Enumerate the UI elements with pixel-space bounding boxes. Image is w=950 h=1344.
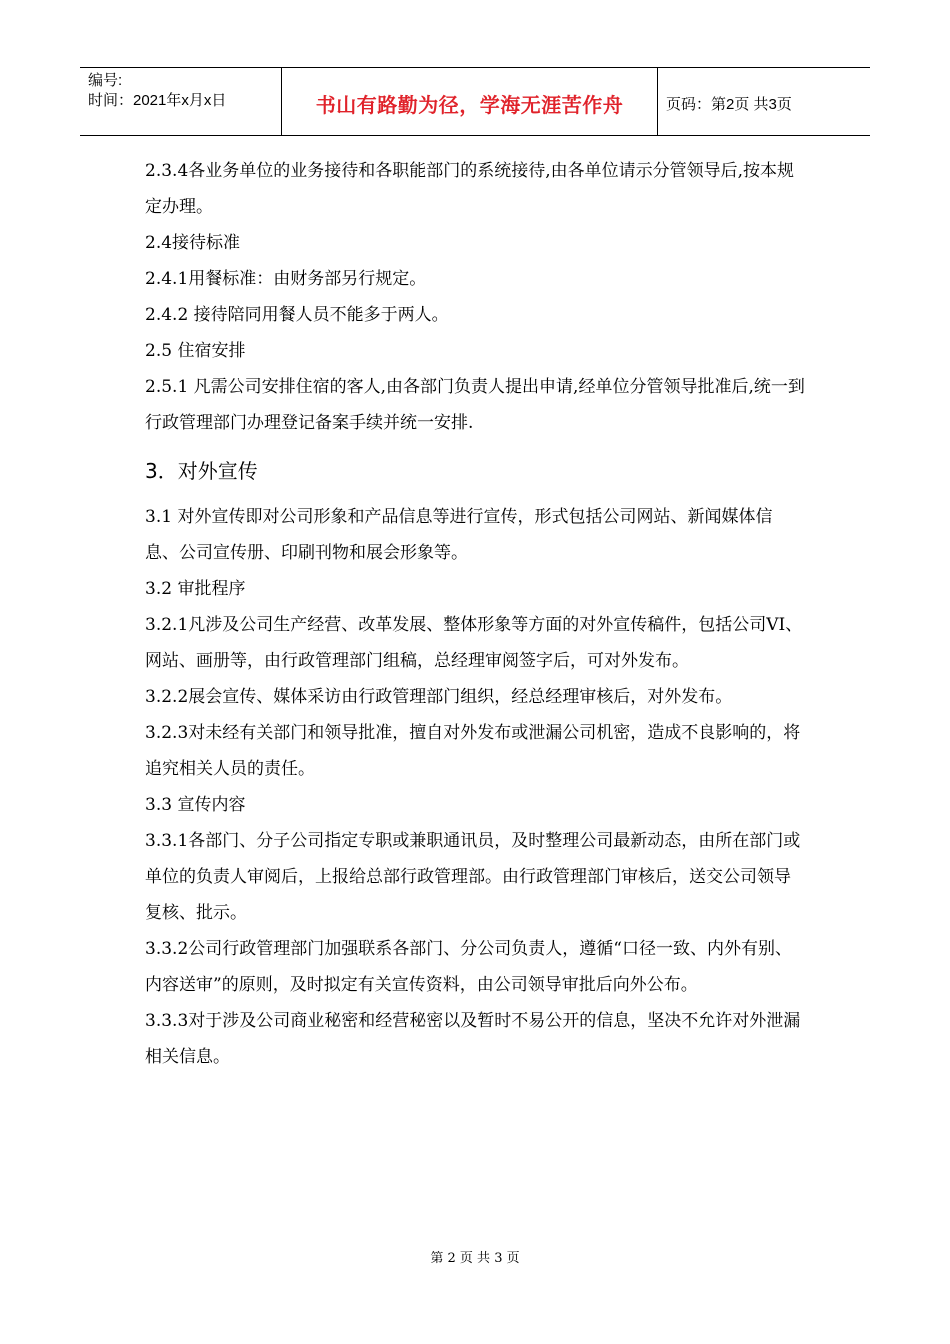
page-header bbox=[80, 67, 870, 136]
section-heading-3: 3．对外宣传 bbox=[145, 459, 258, 483]
paragraph-2-5-1: 2.5.1 凡需公司安排住宿的客人,由各部门负责人提出申请,经单位分管领导批准后,统一到行政管理部门办理登记备案手续并统一安排. bbox=[145, 377, 805, 433]
paragraph-3-1: 3.1 对外宣传即对公司形象和产品信息等进行宣传，形式包括公司网站、新闻媒体信息、公司宣传册、印刷刊物和展会形象等。 bbox=[145, 507, 773, 563]
paragraph-2-4-2: 2.4.2 接待陪同用餐人员不能多于两人。 bbox=[145, 305, 449, 325]
heading-3-3: 3.3 宣传内容 bbox=[145, 795, 246, 815]
page-footer: 第 2 页 共 3 页 bbox=[430, 1251, 520, 1266]
paragraph-3-3-3: 3.3.3对于涉及公司商业秘密和经营秘密以及暂时不易公开的信息，坚决不允许对外泄漏相关信息。 bbox=[145, 1011, 801, 1067]
header-motto: 书山有路勤为径，学海无涯苦作舟 bbox=[282, 68, 658, 135]
document-number-label: 编号: bbox=[88, 72, 123, 89]
paragraph-3-2-1: 3.2.1凡涉及公司生产经营、改革发展、整体形象等方面的对外宣传稿件，包括公司VI、网站、画册等，由行政管理部门组稿，总经理审阅签字后，可对外发布。 bbox=[145, 615, 803, 671]
paragraph-3-3-2: 3.3.2公司行政管理部门加强联系各部门、分公司负责人，遵循“口径一致、内外有别、内容送审”的原则，及时拟定有关宣传资料，由公司领导审批后向外公布。 bbox=[145, 939, 792, 995]
paragraph-2-4-1: 2.4.1用餐标准：由财务部另行规定。 bbox=[145, 269, 427, 289]
document-body bbox=[145, 153, 805, 1075]
document-time-label: 时间：2021年x月x日 bbox=[88, 92, 227, 109]
paragraph-3-3-1: 3.3.1各部门、分子公司指定专职或兼职通讯员，及时整理公司最新动态，由所在部门或单位的负责人审阅后，上报给总部行政管理部。由行政管理部门审核后，送交公司领导复核、批示。 bbox=[145, 831, 801, 923]
header-page-number: 页码：第2页 共3页 bbox=[666, 96, 792, 113]
paragraph-3-2-2: 3.2.2展会宣传、媒体采访由行政管理部门组织，经总经理审核后，对外发布。 bbox=[145, 687, 733, 707]
paragraph-2-3-4: 2.3.4各业务单位的业务接待和各职能部门的系统接待,由各单位请示分管领导后,按本规定办理。 bbox=[145, 161, 795, 217]
heading-2-5: 2.5 住宿安排 bbox=[145, 341, 246, 361]
heading-3-2: 3.2 审批程序 bbox=[145, 579, 246, 599]
paragraph-3-2-3: 3.2.3对未经有关部门和领导批准，擅自对外发布或泄漏公司机密，造成不良影响的，将追究相关人员的责任。 bbox=[145, 723, 801, 779]
header-meta bbox=[80, 68, 282, 135]
heading-2-4: 2.4接待标准 bbox=[145, 233, 241, 253]
